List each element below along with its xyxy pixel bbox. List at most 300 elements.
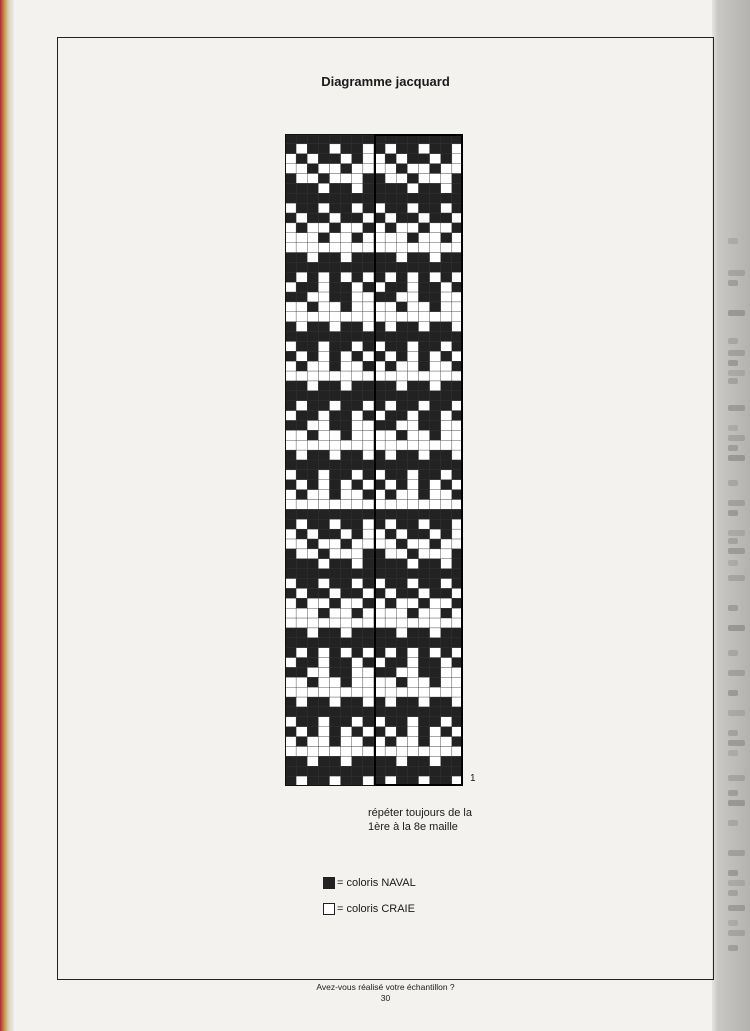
stitch-cell-naval	[419, 658, 430, 668]
page-scrap	[728, 710, 745, 716]
stitch-cell-naval	[352, 638, 363, 648]
stitch-cell-naval	[318, 253, 329, 263]
stitch-cell-craie	[430, 529, 441, 539]
stitch-cell-naval	[430, 401, 441, 411]
stitch-cell-craie	[296, 687, 307, 697]
stitch-cell-craie	[407, 282, 418, 292]
stitch-cell-naval	[296, 638, 307, 648]
stitch-cell-craie	[419, 549, 430, 559]
stitch-cell-naval	[407, 460, 418, 470]
stitch-cell-naval	[352, 707, 363, 717]
stitch-cell-naval	[296, 134, 307, 144]
stitch-cell-naval	[296, 598, 307, 608]
stitch-cell-naval	[352, 569, 363, 579]
stitch-cell-naval	[307, 559, 318, 569]
stitch-cell-naval	[441, 460, 452, 470]
stitch-cell-craie	[407, 480, 418, 490]
stitch-cell-naval	[419, 529, 430, 539]
stitch-cell-craie	[441, 598, 452, 608]
stitch-cell-naval	[396, 351, 407, 361]
stitch-cell-naval	[396, 282, 407, 292]
stitch-cell-naval	[318, 332, 329, 342]
stitch-cell-naval	[396, 588, 407, 598]
stitch-cell-naval	[441, 401, 452, 411]
stitch-cell-craie	[330, 500, 341, 510]
stitch-cell-craie	[441, 341, 452, 351]
stitch-cell-craie	[363, 272, 374, 282]
stitch-cell-craie	[352, 164, 363, 174]
stitch-cell-naval	[385, 707, 396, 717]
stitch-cell-naval	[307, 262, 318, 272]
stitch-cell-craie	[352, 539, 363, 549]
stitch-cell-craie	[285, 687, 296, 697]
stitch-cell-naval	[285, 509, 296, 519]
stitch-cell-naval	[330, 648, 341, 658]
stitch-cell-craie	[419, 213, 430, 223]
stitch-cell-naval	[352, 272, 363, 282]
stitch-cell-naval	[296, 381, 307, 391]
stitch-cell-craie	[419, 322, 430, 332]
stitch-cell-naval	[430, 579, 441, 589]
stitch-cell-naval	[341, 411, 352, 421]
stitch-cell-craie	[341, 529, 352, 539]
stitch-cell-naval	[285, 193, 296, 203]
stitch-cell-craie	[363, 420, 374, 430]
stitch-cell-craie	[341, 737, 352, 747]
stitch-cell-craie	[441, 549, 452, 559]
stitch-cell-craie	[363, 430, 374, 440]
stitch-cell-naval	[441, 193, 452, 203]
stitch-cell-naval	[330, 490, 341, 500]
stitch-cell-craie	[318, 618, 329, 628]
stitch-cell-naval	[430, 667, 441, 677]
footer-question: Avez-vous réalisé votre échantillon ?	[316, 982, 455, 992]
stitch-cell-craie	[318, 164, 329, 174]
stitch-cell-naval	[430, 420, 441, 430]
page-scrap	[728, 370, 745, 376]
stitch-cell-naval	[385, 332, 396, 342]
stitch-cell-craie	[285, 243, 296, 253]
stitch-cell-naval	[363, 391, 374, 401]
stitch-cell-naval	[419, 707, 430, 717]
stitch-cell-craie	[430, 648, 441, 658]
stitch-cell-naval	[396, 203, 407, 213]
page-scrap	[728, 575, 745, 581]
stitch-cell-craie	[407, 648, 418, 658]
stitch-cell-naval	[318, 519, 329, 529]
stitch-cell-naval	[430, 282, 441, 292]
stitch-cell-craie	[352, 371, 363, 381]
stitch-cell-naval	[285, 776, 296, 786]
stitch-cell-naval	[330, 658, 341, 668]
stitch-cell-naval	[352, 519, 363, 529]
stitch-cell-craie	[407, 430, 418, 440]
stitch-cell-craie	[285, 223, 296, 233]
stitch-cell-craie	[307, 756, 318, 766]
stitch-cell-naval	[307, 707, 318, 717]
stitch-cell-craie	[363, 608, 374, 618]
stitch-cell-craie	[441, 420, 452, 430]
stitch-cell-naval	[341, 717, 352, 727]
stitch-cell-naval	[430, 509, 441, 519]
stitch-cell-craie	[352, 440, 363, 450]
stitch-cell-naval	[352, 766, 363, 776]
stitch-cell-craie	[385, 480, 396, 490]
page-scrap	[728, 670, 745, 676]
stitch-cell-craie	[363, 154, 374, 164]
stitch-cell-naval	[296, 420, 307, 430]
stitch-cell-naval	[363, 638, 374, 648]
stitch-cell-naval	[385, 282, 396, 292]
stitch-cell-naval	[430, 697, 441, 707]
stitch-cell-naval	[352, 391, 363, 401]
stitch-cell-craie	[318, 243, 329, 253]
stitch-cell-craie	[407, 618, 418, 628]
stitch-cell-craie	[441, 658, 452, 668]
stitch-cell-craie	[352, 559, 363, 569]
stitch-cell-craie	[285, 302, 296, 312]
stitch-cell-naval	[430, 183, 441, 193]
stitch-cell-naval	[407, 588, 418, 598]
stitch-cell-naval	[407, 519, 418, 529]
page-scrap	[728, 775, 745, 781]
stitch-cell-naval	[363, 737, 374, 747]
stitch-cell-craie	[419, 302, 430, 312]
stitch-cell-craie	[407, 490, 418, 500]
stitch-cell-craie	[363, 529, 374, 539]
page-scrap	[728, 338, 738, 344]
page-scrap	[728, 480, 738, 486]
stitch-cell-naval	[307, 717, 318, 727]
stitch-cell-naval	[407, 381, 418, 391]
page-scrap	[728, 625, 745, 631]
stitch-cell-naval	[296, 332, 307, 342]
stitch-cell-naval	[307, 648, 318, 658]
stitch-cell-naval	[307, 766, 318, 776]
stitch-cell-craie	[385, 440, 396, 450]
stitch-cell-naval	[396, 717, 407, 727]
stitch-cell-naval	[296, 707, 307, 717]
stitch-cell-craie	[441, 737, 452, 747]
stitch-cell-naval	[396, 401, 407, 411]
stitch-cell-naval	[430, 460, 441, 470]
stitch-cell-craie	[307, 233, 318, 243]
stitch-cell-naval	[341, 262, 352, 272]
stitch-cell-craie	[363, 144, 374, 154]
stitch-cell-naval	[419, 272, 430, 282]
stitch-cell-naval	[296, 253, 307, 263]
stitch-cell-naval	[296, 183, 307, 193]
stitch-cell-naval	[419, 292, 430, 302]
stitch-cell-naval	[385, 193, 396, 203]
stitch-cell-naval	[396, 638, 407, 648]
stitch-cell-naval	[396, 579, 407, 589]
stitch-cell-craie	[419, 539, 430, 549]
stitch-cell-craie	[441, 223, 452, 233]
stitch-cell-naval	[419, 667, 430, 677]
stitch-cell-craie	[430, 746, 441, 756]
stitch-cell-naval	[385, 598, 396, 608]
stitch-cell-naval	[396, 569, 407, 579]
stitch-cell-naval	[407, 401, 418, 411]
stitch-cell-craie	[430, 371, 441, 381]
stitch-cell-naval	[396, 658, 407, 668]
stitch-cell-naval	[385, 460, 396, 470]
stitch-cell-naval	[341, 677, 352, 687]
stitch-cell-naval	[363, 193, 374, 203]
stitch-cell-craie	[318, 559, 329, 569]
stitch-cell-craie	[341, 312, 352, 322]
stitch-cell-craie	[407, 361, 418, 371]
stitch-cell-craie	[363, 519, 374, 529]
stitch-cell-naval	[296, 579, 307, 589]
stitch-cell-craie	[419, 500, 430, 510]
stitch-cell-naval	[341, 292, 352, 302]
stitch-cell-craie	[441, 490, 452, 500]
stitch-cell-naval	[352, 262, 363, 272]
stitch-cell-naval	[341, 509, 352, 519]
stitch-cell-naval	[318, 144, 329, 154]
stitch-cell-naval	[285, 460, 296, 470]
stitch-cell-naval	[341, 213, 352, 223]
stitch-cell-craie	[330, 618, 341, 628]
stitch-cell-naval	[341, 776, 352, 786]
page-scrap	[728, 455, 745, 461]
stitch-cell-craie	[385, 500, 396, 510]
stitch-cell-naval	[385, 737, 396, 747]
stitch-cell-craie	[318, 598, 329, 608]
stitch-cell-craie	[318, 312, 329, 322]
stitch-cell-naval	[352, 480, 363, 490]
stitch-cell-naval	[396, 341, 407, 351]
stitch-cell-craie	[363, 618, 374, 628]
stitch-cell-craie	[385, 608, 396, 618]
stitch-cell-naval	[307, 588, 318, 598]
stitch-cell-naval	[430, 203, 441, 213]
stitch-cell-craie	[407, 658, 418, 668]
stitch-cell-naval	[419, 262, 430, 272]
stitch-cell-naval	[296, 391, 307, 401]
stitch-cell-naval	[396, 519, 407, 529]
stitch-cell-craie	[352, 223, 363, 233]
stitch-cell-naval	[307, 272, 318, 282]
stitch-cell-naval	[430, 302, 441, 312]
stitch-cell-craie	[330, 697, 341, 707]
stitch-cell-naval	[330, 203, 341, 213]
stitch-cell-naval	[385, 341, 396, 351]
stitch-cell-naval	[396, 450, 407, 460]
stitch-cell-naval	[285, 559, 296, 569]
stitch-cell-naval	[363, 569, 374, 579]
stitch-cell-craie	[318, 539, 329, 549]
stitch-cell-naval	[419, 628, 430, 638]
stitch-cell-naval	[330, 460, 341, 470]
stitch-cell-craie	[419, 687, 430, 697]
stitch-cell-craie	[318, 737, 329, 747]
stitch-cell-craie	[385, 727, 396, 737]
stitch-cell-craie	[307, 618, 318, 628]
craie-swatch	[323, 903, 335, 915]
stitch-cell-naval	[318, 756, 329, 766]
stitch-cell-craie	[363, 243, 374, 253]
stitch-cell-naval	[419, 154, 430, 164]
stitch-cell-naval	[419, 579, 430, 589]
stitch-cell-naval	[407, 697, 418, 707]
stitch-cell-craie	[396, 420, 407, 430]
stitch-cell-craie	[363, 440, 374, 450]
stitch-cell-craie	[341, 687, 352, 697]
page-scrap	[728, 945, 738, 951]
stitch-cell-naval	[296, 667, 307, 677]
stitch-cell-naval	[307, 658, 318, 668]
stitch-cell-naval	[363, 411, 374, 421]
stitch-cell-naval	[363, 598, 374, 608]
stitch-cell-craie	[307, 500, 318, 510]
stitch-cell-craie	[307, 361, 318, 371]
stitch-cell-craie	[341, 490, 352, 500]
page-scrap	[728, 435, 745, 441]
page-number: 30	[380, 993, 391, 1003]
stitch-cell-naval	[330, 341, 341, 351]
stitch-cell-naval	[363, 628, 374, 638]
stitch-cell-craie	[285, 500, 296, 510]
page-scrap	[728, 790, 738, 796]
stitch-cell-craie	[396, 737, 407, 747]
stitch-cell-naval	[407, 628, 418, 638]
stitch-cell-naval	[385, 579, 396, 589]
stitch-cell-naval	[307, 302, 318, 312]
stitch-cell-craie	[385, 243, 396, 253]
stitch-cell-craie	[307, 154, 318, 164]
stitch-cell-craie	[419, 519, 430, 529]
stitch-cell-naval	[407, 766, 418, 776]
stitch-cell-craie	[430, 440, 441, 450]
stitch-cell-craie	[441, 174, 452, 184]
stitch-cell-naval	[363, 756, 374, 766]
stitch-cell-craie	[318, 420, 329, 430]
stitch-cell-naval	[307, 697, 318, 707]
stitch-cell-craie	[296, 677, 307, 687]
stitch-cell-craie	[296, 697, 307, 707]
stitch-cell-naval	[419, 480, 430, 490]
stitch-cell-naval	[441, 272, 452, 282]
stitch-cell-naval	[341, 450, 352, 460]
stitch-cell-naval	[318, 549, 329, 559]
stitch-cell-naval	[307, 460, 318, 470]
stitch-cell-naval	[341, 588, 352, 598]
stitch-cell-naval	[307, 579, 318, 589]
stitch-cell-craie	[407, 717, 418, 727]
stitch-cell-naval	[330, 381, 341, 391]
stitch-cell-naval	[363, 183, 374, 193]
stitch-cell-craie	[385, 697, 396, 707]
stitch-cell-naval	[363, 460, 374, 470]
stitch-cell-naval	[396, 697, 407, 707]
stitch-cell-craie	[296, 144, 307, 154]
stitch-cell-craie	[430, 154, 441, 164]
page-scrap	[728, 730, 738, 736]
page-scrap	[728, 605, 738, 611]
stitch-cell-naval	[407, 144, 418, 154]
stitch-cell-craie	[352, 411, 363, 421]
stitch-cell-craie	[318, 746, 329, 756]
stitch-cell-craie	[330, 430, 341, 440]
stitch-cell-craie	[341, 361, 352, 371]
stitch-cell-naval	[419, 569, 430, 579]
stitch-cell-naval	[396, 677, 407, 687]
stitch-cell-naval	[430, 341, 441, 351]
stitch-cell-craie	[363, 371, 374, 381]
stitch-cell-craie	[318, 351, 329, 361]
stitch-cell-naval	[419, 766, 430, 776]
stitch-cell-naval	[341, 203, 352, 213]
stitch-cell-naval	[441, 450, 452, 460]
stitch-cell-naval	[307, 183, 318, 193]
stitch-cell-naval	[385, 667, 396, 677]
stitch-cell-naval	[296, 628, 307, 638]
stitch-cell-naval	[285, 727, 296, 737]
stitch-cell-naval	[307, 450, 318, 460]
stitch-cell-naval	[441, 391, 452, 401]
stitch-cell-naval	[419, 470, 430, 480]
stitch-cell-naval	[330, 351, 341, 361]
stitch-cell-craie	[385, 312, 396, 322]
stitch-cell-craie	[430, 351, 441, 361]
stitch-cell-naval	[430, 470, 441, 480]
stitch-cell-naval	[441, 332, 452, 342]
stitch-cell-craie	[296, 351, 307, 361]
stitch-cell-craie	[341, 174, 352, 184]
stitch-cell-naval	[363, 559, 374, 569]
stitch-cell-craie	[385, 371, 396, 381]
stitch-cell-naval	[318, 460, 329, 470]
stitch-cell-naval	[352, 253, 363, 263]
stitch-cell-craie	[430, 361, 441, 371]
stitch-cell-craie	[341, 381, 352, 391]
left-binding-edge	[0, 0, 14, 1031]
stitch-cell-craie	[296, 312, 307, 322]
stitch-cell-craie	[430, 243, 441, 253]
stitch-cell-naval	[419, 490, 430, 500]
stitch-cell-naval	[296, 361, 307, 371]
stitch-cell-naval	[341, 193, 352, 203]
stitch-cell-craie	[363, 292, 374, 302]
stitch-cell-naval	[352, 193, 363, 203]
stitch-cell-craie	[385, 174, 396, 184]
stitch-cell-naval	[341, 341, 352, 351]
stitch-cell-craie	[363, 776, 374, 786]
stitch-cell-craie	[363, 322, 374, 332]
stitch-cell-craie	[341, 272, 352, 282]
page-scrap	[728, 360, 738, 366]
stitch-cell-craie	[318, 341, 329, 351]
stitch-cell-craie	[396, 618, 407, 628]
stitch-cell-naval	[307, 411, 318, 421]
stitch-cell-craie	[363, 746, 374, 756]
stitch-cell-naval	[396, 430, 407, 440]
stitch-cell-craie	[341, 648, 352, 658]
stitch-cell-naval	[441, 608, 452, 618]
stitch-cell-naval	[307, 351, 318, 361]
legend-naval	[323, 877, 416, 889]
stitch-cell-craie	[307, 371, 318, 381]
stitch-cell-naval	[296, 282, 307, 292]
stitch-cell-craie	[385, 648, 396, 658]
stitch-cell-naval	[352, 460, 363, 470]
stitch-cell-naval	[363, 381, 374, 391]
stitch-cell-craie	[430, 549, 441, 559]
stitch-cell-craie	[396, 243, 407, 253]
